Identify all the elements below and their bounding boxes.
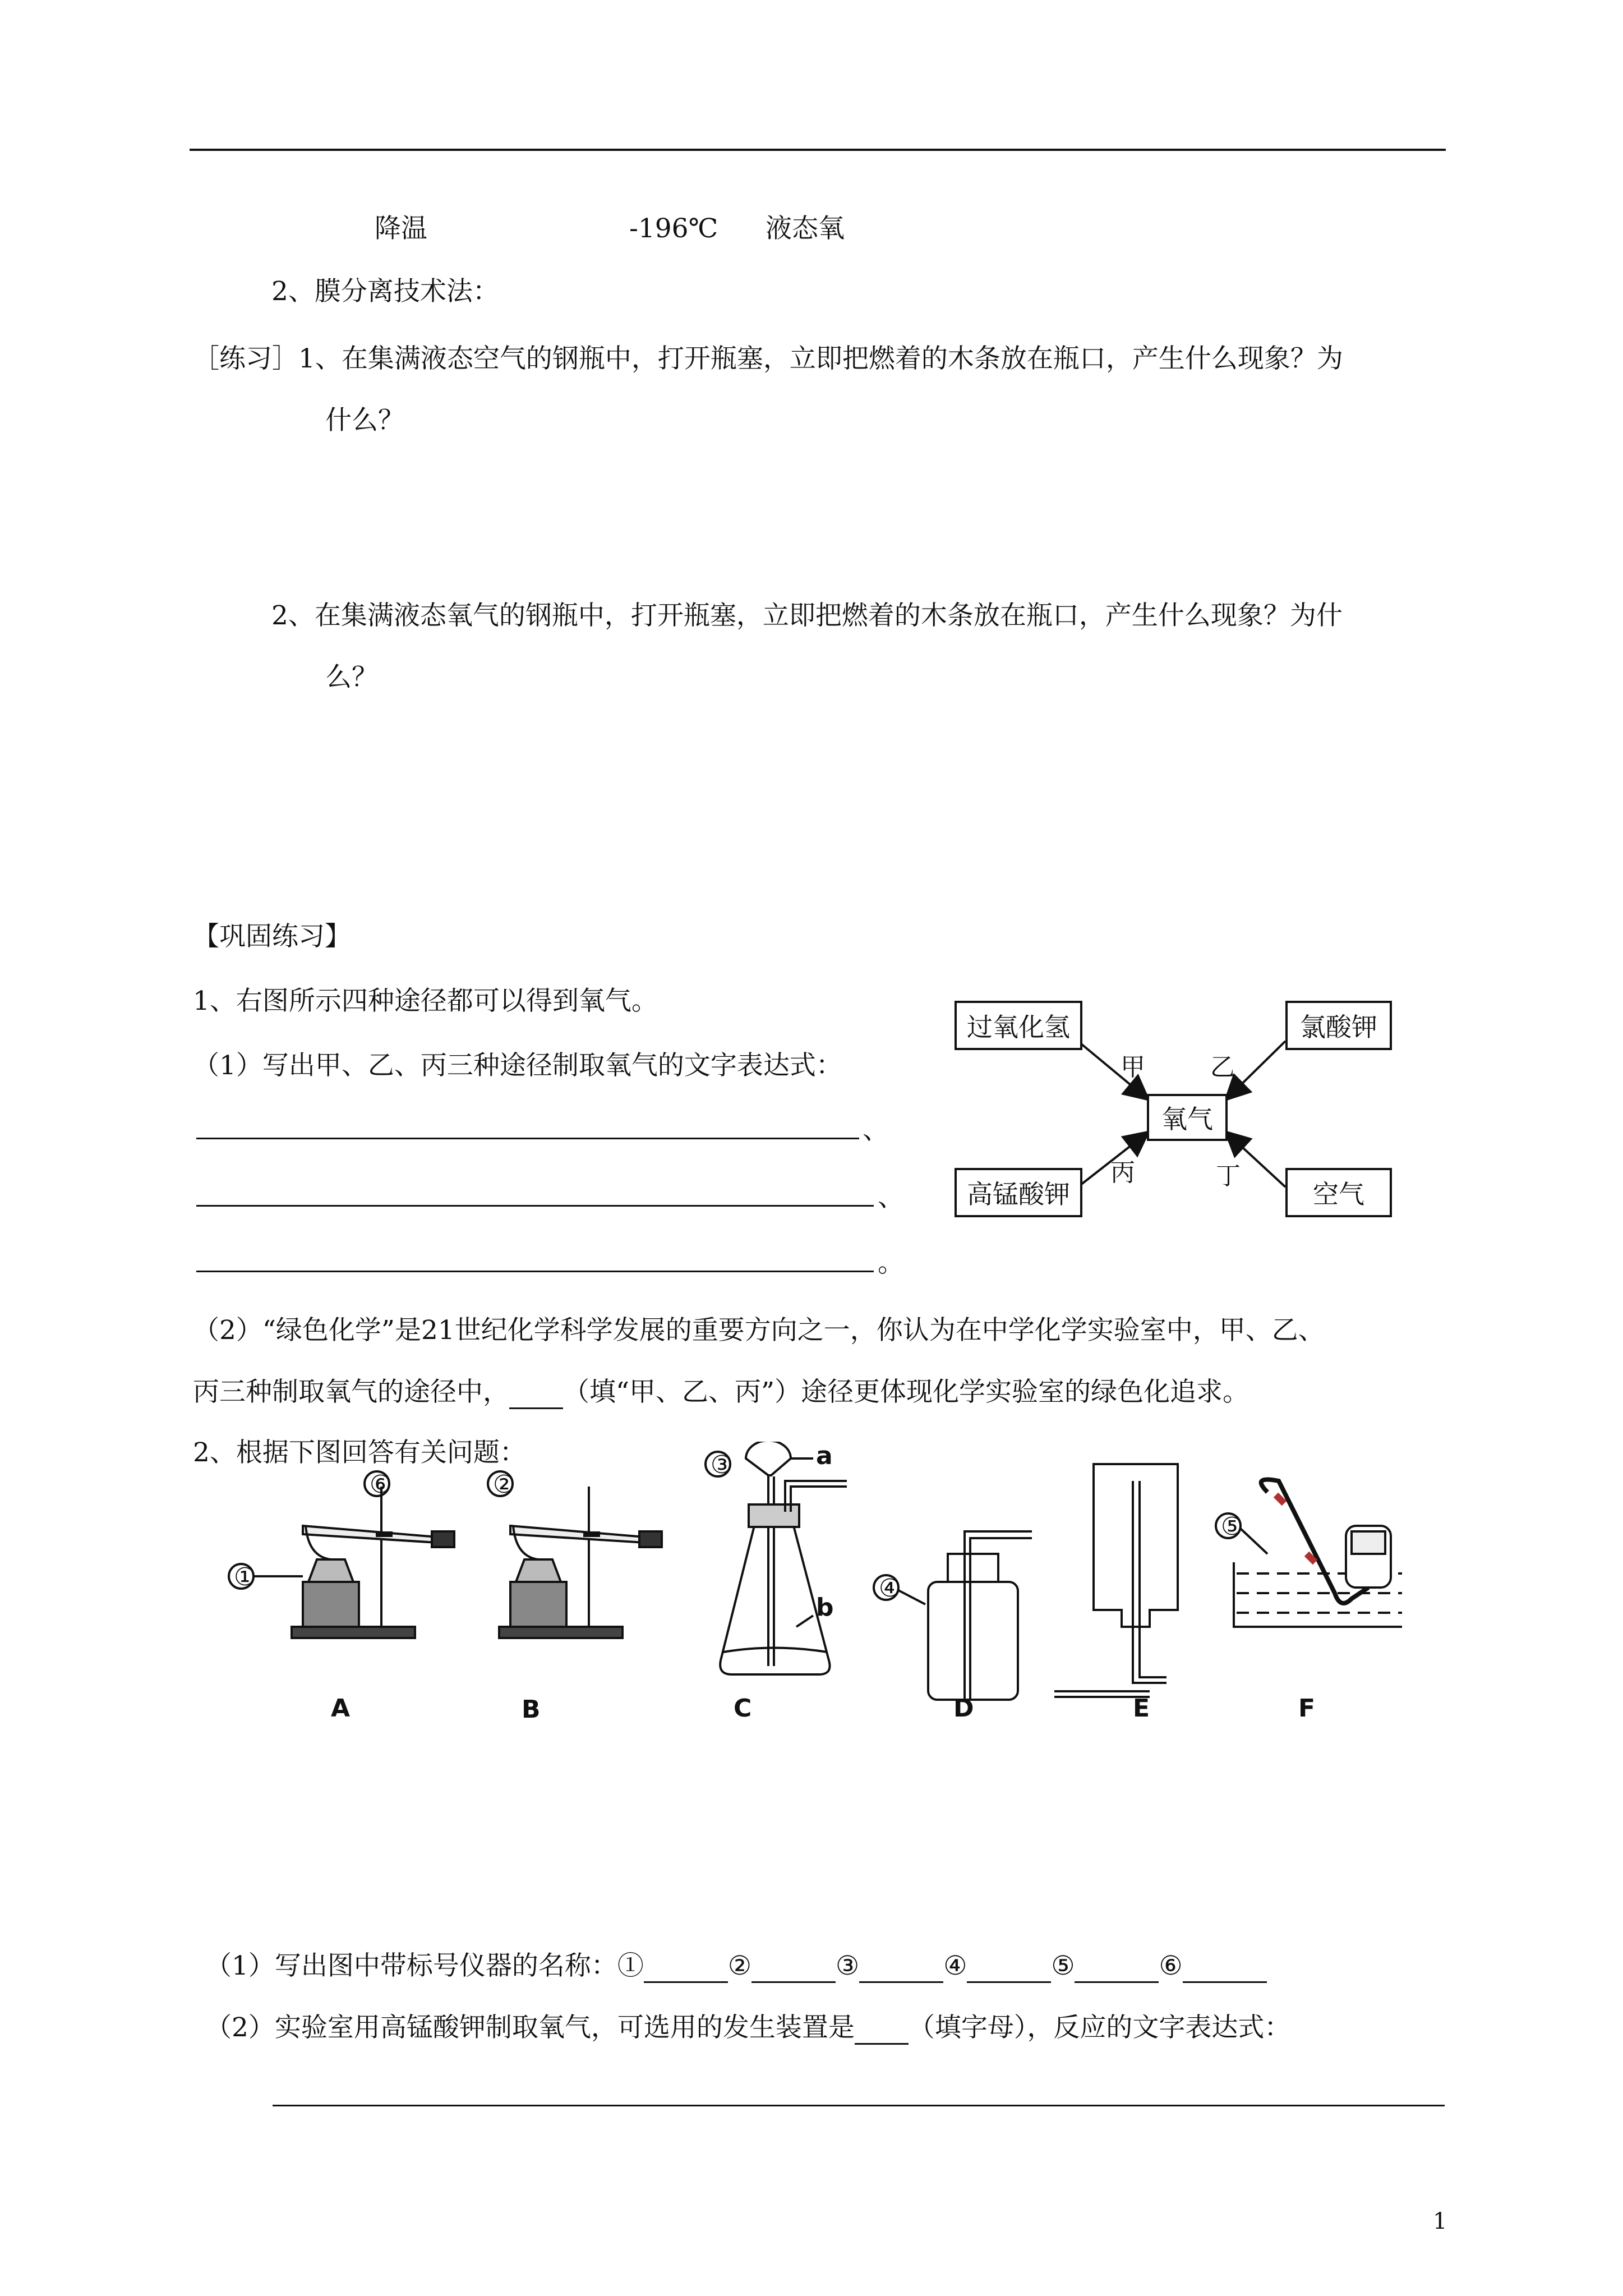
method2-text: 2、膜分离技术法： [271, 276, 499, 307]
q2-intro: 2、根据下图回答有关问题： [193, 1437, 526, 1468]
apparatus-drawing [224, 1442, 1402, 1745]
name-blank-6[interactable] [1183, 1957, 1267, 1983]
liquid-oxygen-label: 液态氧 [766, 213, 845, 244]
page-number: 1 [1433, 2208, 1447, 2234]
q1-part1: （1）写出甲、乙、丙三种途径制取氧气的文字表达式： [193, 1050, 842, 1081]
green-route-blank[interactable] [509, 1383, 563, 1409]
mark-1-text: ① [617, 1950, 644, 1981]
separator-2: 、 [878, 1182, 904, 1213]
mark-3-text: ③ [836, 1950, 860, 1981]
equation-answer-line[interactable] [273, 2105, 1445, 2106]
answer-line-3[interactable] [196, 1271, 874, 1272]
mark-6-text: ⑥ [1159, 1950, 1183, 1981]
name-blank-3[interactable] [859, 1957, 943, 1983]
apparatus-label-a: A [331, 1694, 351, 1723]
q1-part2-line2 [193, 1375, 1249, 1409]
mark-2-label: ② [493, 1470, 515, 1499]
answer-line-2[interactable] [196, 1205, 874, 1207]
q1-part2-text-b: （填“甲、乙、丙”）途径更体现化学实验室的绿色化追求。 [563, 1377, 1249, 1407]
mark-6-label: ⑥ [370, 1470, 392, 1499]
name-blank-4[interactable] [967, 1957, 1051, 1983]
separator-1: 、 [863, 1115, 889, 1145]
name-blank-5[interactable] [1075, 1957, 1159, 1983]
route-ding-label: 丁 [1216, 1162, 1241, 1190]
route-jia-label: 甲 [1121, 1053, 1145, 1082]
apparatus-label-e: E [1133, 1694, 1150, 1723]
practice-q1-line1: ［练习］1、在集满液态空气的钢瓶中，打开瓶塞，立即把燃着的木条放在瓶口，产生什么现象？为 [193, 343, 1343, 374]
name-blank-1[interactable] [644, 1957, 728, 1983]
practice-q2-line2: 么？ [325, 662, 378, 693]
apparatus-label-f: F [1298, 1694, 1316, 1723]
practice-q2-line1: 2、在集满液态氧气的钢瓶中，打开瓶塞，立即把燃着的木条放在瓶口，产生什么现象？为什 [271, 600, 1343, 631]
kmno4-box: 高锰酸钾 [955, 1168, 1082, 1217]
air-box: 空气 [1285, 1168, 1392, 1217]
kclo3-box: 氯酸钾 [1285, 1001, 1392, 1050]
mark-3-label: ③ [711, 1451, 733, 1479]
q2-part2-text-b: （填字母），反应的文字表达式： [908, 2012, 1291, 2043]
consolidation-heading: 【巩固练习】 [193, 921, 351, 952]
q1-part2-line1: （2）“绿色化学”是21世纪化学科学发展的重要方向之一，你认为在中学化学实验室中，甲、乙、 [193, 1315, 1325, 1346]
temp-label: -196℃ [629, 213, 718, 244]
route-bing-label: 丙 [1110, 1158, 1135, 1187]
name-blank-2[interactable] [751, 1957, 836, 1983]
mark-4-label: ④ [879, 1574, 901, 1603]
q2-part2-text-a: （2）实验室用高锰酸钾制取氧气，可选用的发生装置是 [205, 2012, 855, 2043]
header-rule [190, 149, 1446, 151]
oxygen-routes-diagram [942, 993, 1402, 1240]
cool-label: 降温 [375, 213, 427, 244]
q2-part2-line [205, 2011, 1290, 2045]
tube-a-label: a [816, 1442, 833, 1470]
q1-intro: 1、右图所示四种途径都可以得到氧气。 [193, 986, 658, 1016]
device-blank[interactable] [855, 2018, 909, 2045]
oxygen-box: 氧气 [1147, 1094, 1228, 1141]
practice-q1-line2: 什么？ [325, 405, 404, 436]
apparatus-label-b: B [522, 1695, 541, 1724]
mark-5-text: ⑤ [1051, 1950, 1075, 1981]
q1-part2-text-a: 丙三种制取氧气的途径中， [193, 1377, 509, 1407]
q2-part1-line [205, 1949, 1267, 1983]
tube-b-label: b [816, 1593, 834, 1622]
end-mark: 。 [878, 1248, 904, 1278]
apparatus-label-d: D [953, 1694, 974, 1723]
q2-part1-text: （1）写出图中带标号仪器的名称： [205, 1950, 617, 1981]
mark-1-label: ① [234, 1563, 256, 1591]
mark-5-label: ⑤ [1221, 1512, 1243, 1541]
mark-2-text: ② [727, 1950, 752, 1981]
route-yi-label: 乙 [1210, 1053, 1235, 1082]
h2o2-box: 过氧化氢 [955, 1001, 1082, 1050]
answer-line-1[interactable] [196, 1138, 859, 1139]
apparatus-label-c: C [734, 1694, 752, 1723]
apparatus-figure [224, 1442, 1402, 1745]
mark-4-text: ④ [943, 1950, 967, 1981]
